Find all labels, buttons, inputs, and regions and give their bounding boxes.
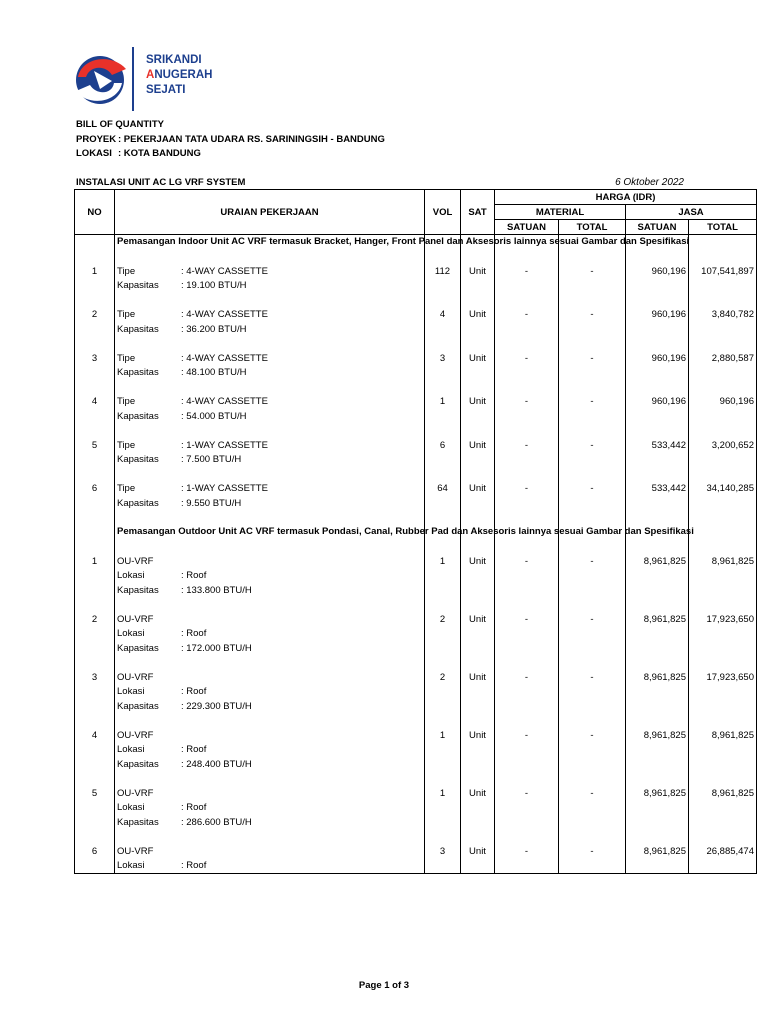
lokasi-value: : KOTA BANDUNG	[118, 148, 201, 159]
item-key: Kapasitas	[117, 642, 159, 654]
col-material-header: MATERIAL	[495, 205, 626, 220]
table-row	[75, 351, 757, 366]
item-key: Kapasitas	[117, 454, 159, 466]
item-material-total: -	[559, 554, 626, 569]
item-material-total: -	[559, 351, 626, 366]
item-vol: 64	[425, 482, 461, 497]
item-no: 3	[75, 670, 115, 685]
item-key: Lokasi	[117, 744, 145, 756]
group-title: Pemasangan Indoor Unit AC VRF termasuk Bracket, Hanger, Front Panel dan Aksesoris lainnya sesuai Gambar dan Spesifikasi	[115, 235, 425, 250]
item-key: Lokasi	[117, 628, 145, 640]
item-vol: 4	[425, 308, 461, 323]
logo-divider	[132, 47, 134, 111]
item-key: Tipe	[117, 265, 136, 277]
item-no: 1	[75, 264, 115, 279]
spacer-row	[75, 656, 757, 671]
company-name-line1: SRIKANDI	[146, 54, 202, 66]
item-key: Kapasitas	[117, 816, 159, 828]
item-material-satuan: -	[495, 308, 559, 323]
item-desc	[115, 482, 425, 497]
item-sat: Unit	[461, 670, 495, 685]
item-value: : 19.100 BTU/H	[181, 280, 247, 292]
item-name: OU-VRF	[117, 787, 154, 799]
group-title-row	[75, 525, 757, 540]
col-harga-header: HARGA (IDR)	[495, 190, 757, 205]
item-jasa-satuan: 533,442	[626, 482, 689, 497]
item-sat: Unit	[461, 395, 495, 410]
item-desc	[115, 438, 425, 453]
item-value: : Roof	[181, 570, 207, 582]
item-value: : 48.100 BTU/H	[181, 367, 247, 379]
item-material-satuan: -	[495, 264, 559, 279]
item-desc	[115, 612, 425, 627]
item-value: : 1-WAY CASSETTE	[181, 439, 268, 451]
item-name: OU-VRF	[117, 555, 154, 567]
col-sat-header: SAT	[461, 190, 495, 235]
item-key: Tipe	[117, 396, 136, 408]
item-jasa-total: 17,923,650	[689, 670, 757, 685]
item-key: Kapasitas	[117, 584, 159, 596]
table-row	[75, 728, 757, 743]
item-vol: 112	[425, 264, 461, 279]
item-name: OU-VRF	[117, 729, 154, 741]
item-material-satuan: -	[495, 351, 559, 366]
item-vol: 6	[425, 438, 461, 453]
group-title: Pemasangan Outdoor Unit AC VRF termasuk Pondasi, Canal, Rubber Pad dan Aksesoris lainnya sesuai Gambar dan Spesifikasi	[115, 525, 425, 540]
item-key: Kapasitas	[117, 367, 159, 379]
item-desc	[115, 395, 425, 410]
item-jasa-total: 34,140,285	[689, 482, 757, 497]
item-value: : Roof	[181, 860, 207, 871]
table-row-detail	[75, 453, 757, 468]
item-name: OU-VRF	[117, 845, 154, 857]
item-material-total: -	[559, 786, 626, 801]
item-material-satuan: -	[495, 438, 559, 453]
item-vol: 3	[425, 351, 461, 366]
spacer-row	[75, 293, 757, 308]
item-jasa-satuan: 8,961,825	[626, 670, 689, 685]
spacer-row	[75, 598, 757, 613]
item-material-total: -	[559, 438, 626, 453]
table-row	[75, 670, 757, 685]
item-material-satuan: -	[495, 554, 559, 569]
table-row-detail	[75, 815, 757, 830]
table-row-detail	[75, 743, 757, 758]
item-material-total: -	[559, 728, 626, 743]
item-desc	[115, 308, 425, 323]
boq-table	[74, 189, 757, 874]
item-vol: 1	[425, 395, 461, 410]
item-sat: Unit	[461, 351, 495, 366]
item-sat: Unit	[461, 482, 495, 497]
item-sat: Unit	[461, 264, 495, 279]
item-desc	[115, 670, 425, 685]
item-desc	[115, 844, 425, 859]
item-key: Kapasitas	[117, 410, 159, 422]
item-name: OU-VRF	[117, 613, 154, 625]
table-row	[75, 786, 757, 801]
item-sat: Unit	[461, 438, 495, 453]
item-vol: 1	[425, 786, 461, 801]
col-desc-header: URAIAN PEKERJAAN	[115, 190, 425, 235]
item-key: Tipe	[117, 309, 136, 321]
spacer-row	[75, 830, 757, 845]
item-vol: 1	[425, 728, 461, 743]
item-no: 6	[75, 844, 115, 859]
item-material-satuan: -	[495, 728, 559, 743]
item-jasa-satuan: 8,961,825	[626, 554, 689, 569]
table-row-detail	[75, 641, 757, 656]
item-value: : Roof	[181, 686, 207, 698]
item-value: : 133.800 BTU/H	[181, 584, 252, 596]
item-value: : Roof	[181, 628, 207, 640]
col-jasa-satuan-header: SATUAN	[626, 220, 689, 235]
item-value: : Roof	[181, 744, 207, 756]
item-jasa-satuan: 960,196	[626, 395, 689, 410]
item-value: : 4-WAY CASSETTE	[181, 396, 268, 408]
item-value: : 36.200 BTU/H	[181, 323, 247, 335]
item-jasa-satuan: 8,961,825	[626, 612, 689, 627]
spacer-row	[75, 772, 757, 787]
item-desc	[115, 786, 425, 801]
item-desc	[115, 351, 425, 366]
item-value: : Roof	[181, 802, 207, 814]
company-name	[146, 53, 212, 98]
table-row-detail	[75, 322, 757, 337]
item-jasa-total: 3,200,652	[689, 438, 757, 453]
item-jasa-satuan: 960,196	[626, 351, 689, 366]
company-logo-icon	[72, 47, 132, 113]
col-jasa-total-header: TOTAL	[689, 220, 757, 235]
spacer-row	[75, 424, 757, 439]
item-jasa-total: 3,840,782	[689, 308, 757, 323]
item-jasa-satuan: 960,196	[626, 264, 689, 279]
item-value: : 286.600 BTU/H	[181, 816, 252, 828]
item-material-total: -	[559, 844, 626, 859]
table-row-detail	[75, 279, 757, 294]
item-value: : 229.300 BTU/H	[181, 700, 252, 712]
table-row	[75, 264, 757, 279]
item-value: : 4-WAY CASSETTE	[181, 309, 268, 321]
col-no-header: NO	[75, 190, 115, 235]
lokasi-label: LOKASI	[76, 148, 112, 159]
table-row-detail	[75, 757, 757, 772]
item-jasa-satuan: 533,442	[626, 438, 689, 453]
item-jasa-satuan: 8,961,825	[626, 786, 689, 801]
item-value: : 7.500 BTU/H	[181, 454, 242, 466]
item-material-total: -	[559, 395, 626, 410]
table-row-detail	[75, 685, 757, 700]
table-row	[75, 308, 757, 323]
item-material-satuan: -	[495, 844, 559, 859]
item-jasa-satuan: 8,961,825	[626, 728, 689, 743]
item-key: Kapasitas	[117, 280, 159, 292]
item-material-satuan: -	[495, 482, 559, 497]
table-row-detail	[75, 366, 757, 381]
item-jasa-total: 17,923,650	[689, 612, 757, 627]
item-jasa-total: 2,880,587	[689, 351, 757, 366]
item-sat: Unit	[461, 786, 495, 801]
item-sat: Unit	[461, 844, 495, 859]
item-jasa-total: 107,541,897	[689, 264, 757, 279]
item-jasa-total: 8,961,825	[689, 786, 757, 801]
item-jasa-total: 8,961,825	[689, 728, 757, 743]
item-desc	[115, 264, 425, 279]
item-key: Kapasitas	[117, 758, 159, 770]
proyek-label: PROYEK	[76, 134, 117, 145]
item-key: Kapasitas	[117, 700, 159, 712]
table-row	[75, 844, 757, 859]
item-value: : 1-WAY CASSETTE	[181, 483, 268, 495]
item-value: : 9.550 BTU/H	[181, 497, 242, 509]
company-name-line2	[146, 68, 212, 83]
table-row-detail	[75, 699, 757, 714]
table-row	[75, 395, 757, 410]
item-no: 4	[75, 395, 115, 410]
item-vol: 2	[425, 670, 461, 685]
item-jasa-total: 960,196	[689, 395, 757, 410]
item-no: 2	[75, 612, 115, 627]
item-value: : 4-WAY CASSETTE	[181, 352, 268, 364]
table-row-detail	[75, 801, 757, 816]
spacer-row	[75, 337, 757, 352]
item-sat: Unit	[461, 554, 495, 569]
item-key: Tipe	[117, 352, 136, 364]
item-sat: Unit	[461, 728, 495, 743]
item-key: Lokasi	[117, 860, 145, 871]
item-material-total: -	[559, 612, 626, 627]
proyek-value: : PEKERJAAN TATA UDARA RS. SARININGSIH - BANDUNG	[118, 134, 385, 145]
col-material-satuan-header: SATUAN	[495, 220, 559, 235]
item-key: Tipe	[117, 483, 136, 495]
item-vol: 3	[425, 844, 461, 859]
company-name-line3: SEJATI	[146, 84, 186, 96]
item-material-satuan: -	[495, 612, 559, 627]
item-no: 5	[75, 786, 115, 801]
item-key: Kapasitas	[117, 497, 159, 509]
item-desc	[115, 554, 425, 569]
item-sat: Unit	[461, 612, 495, 627]
item-no: 1	[75, 554, 115, 569]
document-date: 6 Oktober 2022	[615, 177, 684, 188]
item-jasa-total: 8,961,825	[689, 554, 757, 569]
table-row-detail	[75, 569, 757, 584]
item-material-total: -	[559, 670, 626, 685]
spacer-row	[75, 250, 757, 265]
item-material-satuan: -	[495, 670, 559, 685]
table-row-detail	[75, 859, 757, 874]
lokasi-line	[76, 148, 201, 159]
col-vol-header: VOL	[425, 190, 461, 235]
table-row-detail	[75, 496, 757, 511]
item-jasa-satuan: 960,196	[626, 308, 689, 323]
item-no: 6	[75, 482, 115, 497]
table-row-detail	[75, 627, 757, 642]
table-row	[75, 482, 757, 497]
item-material-satuan: -	[495, 395, 559, 410]
table-row-detail	[75, 583, 757, 598]
col-jasa-header: JASA	[626, 205, 757, 220]
spacer-row	[75, 467, 757, 482]
table-row	[75, 612, 757, 627]
item-jasa-total: 26,885,474	[689, 844, 757, 859]
item-key: Lokasi	[117, 802, 145, 814]
item-material-total: -	[559, 308, 626, 323]
item-key: Lokasi	[117, 570, 145, 582]
company-name-line2-rest: NUGERAH	[154, 69, 213, 81]
item-sat: Unit	[461, 308, 495, 323]
spacer-row	[75, 540, 757, 555]
item-no: 3	[75, 351, 115, 366]
table-row	[75, 554, 757, 569]
item-value: : 172.000 BTU/H	[181, 642, 252, 654]
item-material-total: -	[559, 482, 626, 497]
group-title-row	[75, 235, 757, 250]
page-footer: Page 1 of 3	[358, 980, 410, 991]
company-name-accent: A	[146, 69, 155, 81]
item-name: OU-VRF	[117, 671, 154, 683]
item-material-total: -	[559, 264, 626, 279]
item-no: 2	[75, 308, 115, 323]
spacer-row	[75, 511, 757, 526]
table-row	[75, 438, 757, 453]
item-key: Tipe	[117, 439, 136, 451]
col-material-total-header: TOTAL	[559, 220, 626, 235]
item-no: 4	[75, 728, 115, 743]
item-value: : 248.400 BTU/H	[181, 758, 252, 770]
doc-title: BILL OF QUANTITY	[76, 119, 164, 130]
section-title: INSTALASI UNIT AC LG VRF SYSTEM	[76, 177, 246, 188]
spacer-row	[75, 714, 757, 729]
item-jasa-satuan: 8,961,825	[626, 844, 689, 859]
item-value: : 54.000 BTU/H	[181, 410, 247, 422]
item-vol: 1	[425, 554, 461, 569]
table-row-detail	[75, 409, 757, 424]
item-key: Kapasitas	[117, 323, 159, 335]
item-no: 5	[75, 438, 115, 453]
item-value: : 4-WAY CASSETTE	[181, 265, 268, 277]
item-vol: 2	[425, 612, 461, 627]
spacer-row	[75, 380, 757, 395]
boq-body	[75, 235, 757, 874]
item-desc	[115, 728, 425, 743]
item-material-satuan: -	[495, 786, 559, 801]
item-key: Lokasi	[117, 686, 145, 698]
proyek-line	[76, 134, 385, 145]
